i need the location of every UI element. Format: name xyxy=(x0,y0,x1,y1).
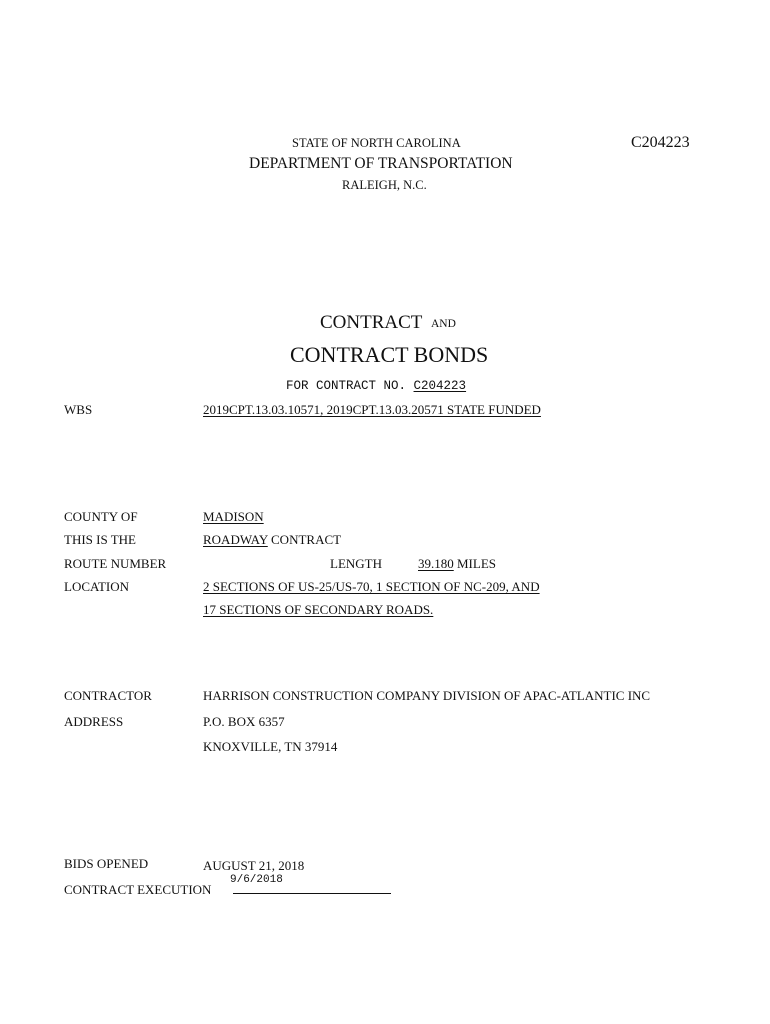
title-contract: CONTRACT xyxy=(320,312,423,333)
county-label: COUNTY OF xyxy=(64,509,138,524)
for-contract-label: FOR CONTRACT NO. xyxy=(286,379,407,393)
location-line-1: 2 SECTIONS OF US-25/US-70, 1 SECTION OF NC-209, AND xyxy=(203,579,540,594)
location-line-2: 17 SECTIONS OF SECONDARY ROADS. xyxy=(203,602,434,617)
location-label: LOCATION xyxy=(64,579,129,594)
title-and: AND xyxy=(431,318,456,330)
length-value: 39.180 xyxy=(418,556,454,571)
bids-opened-label: BIDS OPENED xyxy=(64,856,149,871)
contractor-name: HARRISON CONSTRUCTION COMPANY DIVISION OF APAC-ATLANTIC INC xyxy=(203,688,651,703)
bids-opened-value: AUGUST 21, 2018 xyxy=(203,858,305,873)
city-name: RALEIGH, N.C. xyxy=(342,178,427,192)
contract-execution-label: CONTRACT EXECUTION xyxy=(64,882,212,897)
length-line xyxy=(418,556,496,572)
contract-type-value: ROADWAY xyxy=(203,532,268,547)
contractor-label: CONTRACTOR xyxy=(64,688,152,703)
address-line-2: KNOXVILLE, TN 37914 xyxy=(203,739,338,754)
contract-execution-value: 9/6/2018 xyxy=(230,874,283,886)
county-value: MADISON xyxy=(203,509,264,524)
state-name: STATE OF NORTH CAROLINA xyxy=(292,136,461,150)
contract-type-suffix: CONTRACT xyxy=(271,532,342,547)
wbs-label: WBS xyxy=(64,402,93,417)
route-number-label: ROUTE NUMBER xyxy=(64,556,167,571)
length-label: LENGTH xyxy=(330,556,382,571)
for-contract-line xyxy=(286,379,466,393)
contract-number: C204223 xyxy=(413,379,467,393)
address-label: ADDRESS xyxy=(64,714,124,729)
department-name: DEPARTMENT OF TRANSPORTATION xyxy=(249,155,513,172)
title-contract-bonds: CONTRACT BONDS xyxy=(290,342,489,367)
contract-id-top: C204223 xyxy=(631,134,690,151)
length-unit: MILES xyxy=(457,556,496,571)
contract-type-line xyxy=(203,532,341,548)
contract-type-label: THIS IS THE xyxy=(64,532,136,547)
wbs-value: 2019CPT.13.03.10571, 2019CPT.13.03.20571 STATE FUNDED xyxy=(203,402,541,417)
address-line-1: P.O. BOX 6357 xyxy=(203,714,285,729)
execution-signature-line xyxy=(233,893,391,894)
